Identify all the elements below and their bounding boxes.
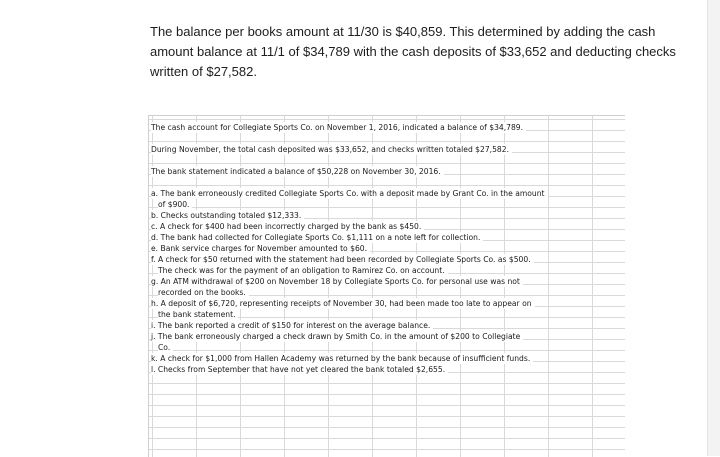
sheet-line: b. Checks outstanding totaled $12,333. [151,210,304,221]
sheet-line: l. Checks from September that have not yet cleared the bank totaled $2,655. [151,364,448,375]
sheet-line: c. A check for $400 had been incorrectly charged by the bank as $450. [151,221,424,232]
sheet-line: i. The bank reported a credit of $150 for interest on the average balance. [151,320,433,331]
sheet-line: e. Bank service charges for November amounted to $60. [151,243,370,254]
sheet-line: a. The bank erroneously credited Collegiate Sports Co. with a deposit made by Grant Co. in the amount [151,188,548,199]
scrollbar-track[interactable] [707,0,720,456]
sheet-line: h. A deposit of $6,720, representing receipts of November 30, had been made too late to appear on [151,298,535,309]
sheet-line: d. The bank had collected for Collegiate Sports Co. $1,111 on a note left for collection. [151,232,483,243]
sheet-line: k. A check for $1,000 from Hallen Academy was returned by the bank because of insufficient funds. [151,353,533,364]
sheet-line: f. A check for $50 returned with the statement had been recorded by Collegiate Sports Co. as $500. [151,254,534,265]
sheet-line: the bank statement. [158,309,238,320]
sheet-line: The bank statement indicated a balance of $50,228 on November 30, 2016. [151,166,444,177]
sheet-line: j. The bank erroneously charged a check drawn by Smith Co. in the amount of $200 to Collegiate [151,331,523,342]
embedded-spreadsheet [148,115,625,457]
sheet-line: The cash account for Collegiate Sports Co. on November 1, 2016, indicated a balance of $34,789. [151,122,526,133]
sheet-line: g. An ATM withdrawal of $200 on November 18 by Collegiate Sports Co. for personal use was not [151,276,523,287]
intro-paragraph: The balance per books amount at 11/30 is $40,859. This determined by adding the cash amount balance at 11/1 of $34,789 with the cash deposits of $33,652 and deducting checks written of $27,582. [150,24,676,79]
sheet-line: The check was for the payment of an obligation to Ramirez Co. on account. [158,265,448,276]
sheet-line: recorded on the books. [158,287,249,298]
sheet-line: Co. [158,342,173,353]
sheet-line: of $900. [158,199,192,210]
sheet-line: During November, the total cash deposited was $33,652, and checks written totaled $27,582. [151,144,512,155]
